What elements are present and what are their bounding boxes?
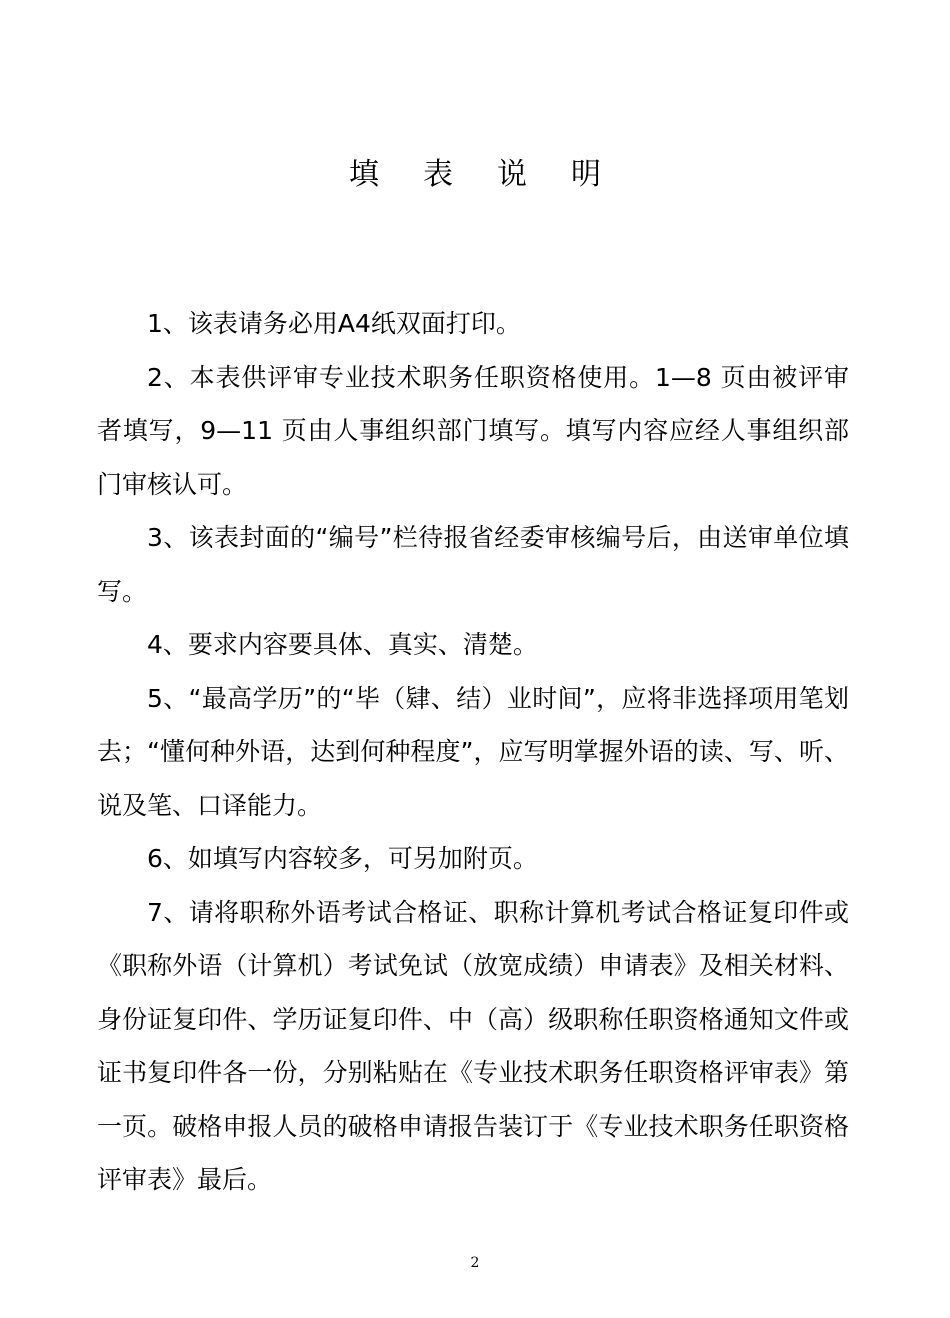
instructions-body [97, 297, 849, 1207]
instruction-paragraph-5: 5、“最高学历”的“毕（肄、结）业时间”，应将非选择项用笔划去；“懂何种外语，达到何种程度”，应写明掌握外语的读、写、听、说及笔、口译能力。 [97, 683, 849, 820]
page-number: 2 [470, 1255, 480, 1271]
instruction-paragraph-6: 6、如填写内容较多，可另加附页。 [147, 844, 538, 873]
instruction-paragraph-4: 4、要求内容要具体、真实、清楚。 [147, 630, 538, 659]
page-title: 填表说明 [349, 157, 645, 192]
instruction-paragraph-2: 2、本表供评审专业技术职务任职资格使用。1—8 页由被评审者填写，9—11 页由人事组织部门填写。填写内容应经人事组织部门审核认可。 [97, 362, 849, 499]
instruction-paragraph-3: 3、该表封面的“编号”栏待报省经委审核编号后，由送审单位填写。 [97, 523, 849, 606]
instruction-paragraph-7: 7、请将职称外语考试合格证、职称计算机考试合格证复印件或《职称外语（计算机）考试免试（放宽成绩）申请表》及相关材料、身份证复印件、学历证复印件、中（高）级职称任职资格通知文件或证书复印件各一份，分别粘贴在《专业技术职务任职资格评审表》第一页。破格申报人员的破格申请报告装订于《专业技术职务任职资格评审表》最后。 [97, 897, 849, 1194]
instruction-paragraph-1: 1、该表请务必用A4纸双面打印。 [147, 309, 521, 338]
